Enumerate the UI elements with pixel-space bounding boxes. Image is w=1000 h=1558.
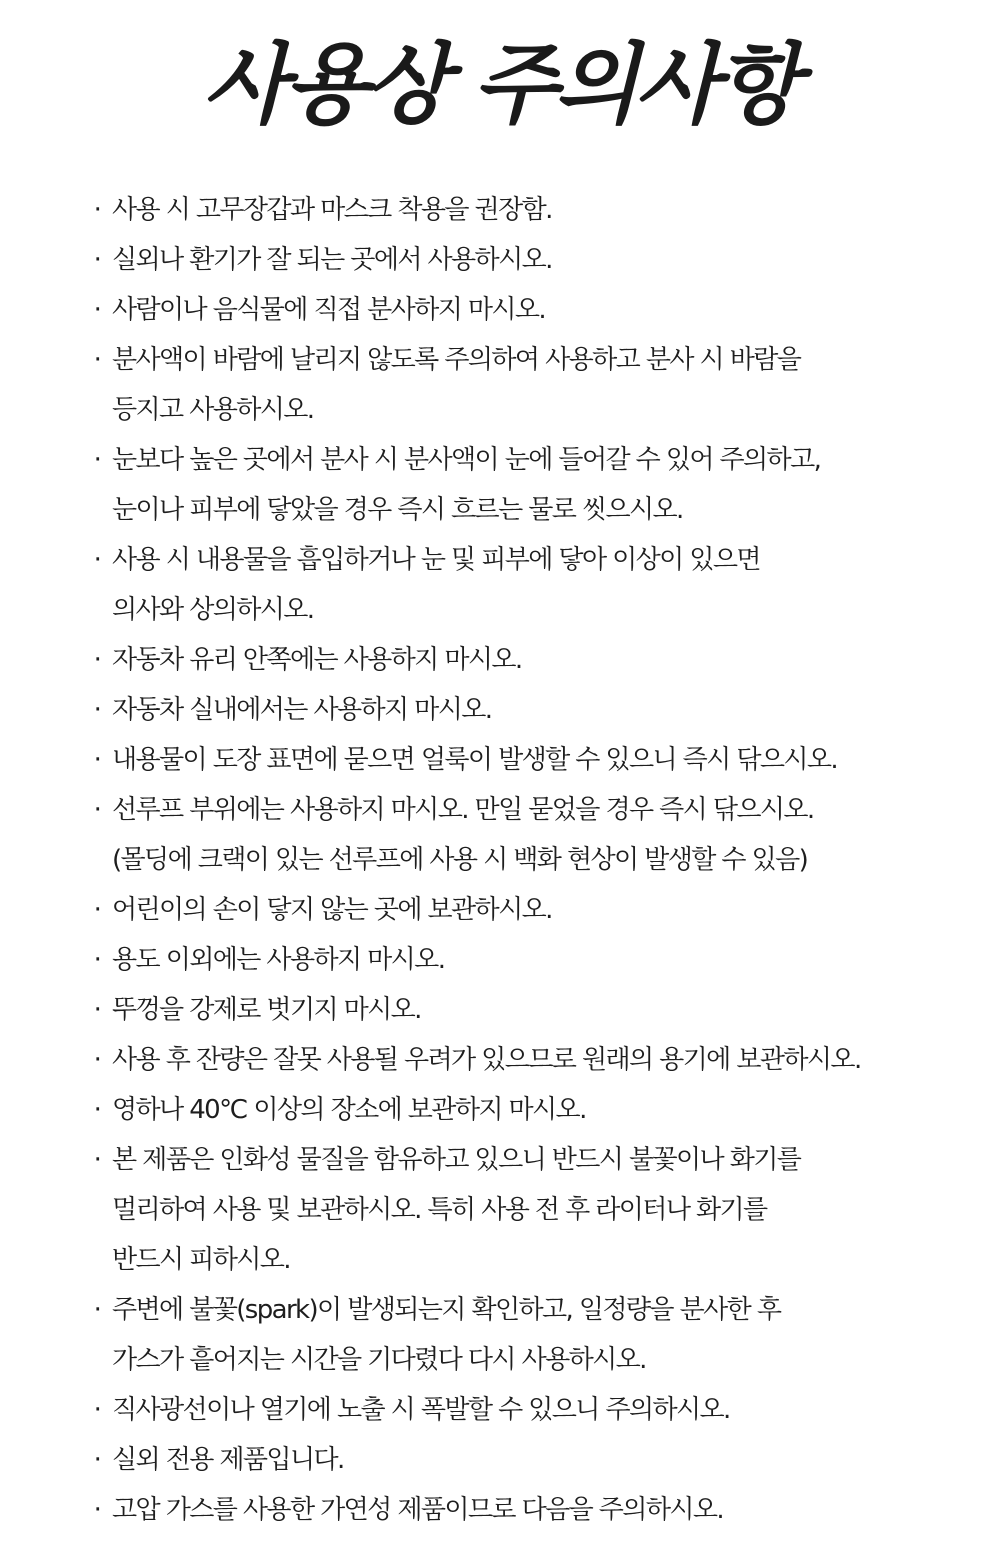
precaution-item (90, 285, 970, 335)
bullet-dot: · (93, 1295, 101, 1325)
bullet-dot: · (93, 295, 101, 325)
precaution-item (90, 1085, 970, 1135)
precaution-item (90, 435, 970, 535)
bullet-dot: · (93, 1495, 101, 1525)
bullet-dot: · (93, 945, 101, 975)
bullet-dot: · (93, 745, 101, 775)
precaution-text-line: 선루프 부위에는 사용하지 마시오. 만일 묻었을 경우 즉시 닦으시오. (112, 795, 814, 825)
precaution-text-line: 주변에 불꽃(spark)이 발생되는지 확인하고, 일정량을 분사한 후 (112, 1295, 781, 1325)
precaution-text-line: 사용 시 내용물을 흡입하거나 눈 및 피부에 닿아 이상이 있으면 (112, 545, 760, 575)
precaution-item (90, 1485, 970, 1535)
precaution-text-line: 자동차 유리 안쪽에는 사용하지 마시오. (112, 645, 522, 675)
bullet-dot: · (93, 645, 101, 675)
precaution-text-line: 고압 가스를 사용한 가연성 제품이므로 다음을 주의하시오. (112, 1495, 724, 1525)
precaution-text-line: 가스가 흩어지는 시간을 기다렸다 다시 사용하시오. (112, 1345, 646, 1375)
precaution-text-line: 멀리하여 사용 및 보관하시오. 특히 사용 전 후 라이터나 화기를 (112, 1195, 767, 1225)
precaution-item (90, 335, 970, 435)
precaution-item (90, 985, 970, 1035)
precaution-text-line: 분사액이 바람에 날리지 않도록 주의하여 사용하고 분사 시 바람을 (112, 345, 801, 375)
precaution-item (90, 1285, 970, 1385)
page-title: 사용상 주의사항 (203, 33, 797, 136)
precaution-text-line: 영하나 40℃ 이상의 장소에 보관하지 마시오. (112, 1095, 586, 1125)
precaution-text-line: 용도 이외에는 사용하지 마시오. (112, 945, 445, 975)
bullet-dot: · (93, 545, 101, 575)
precaution-item (90, 235, 970, 285)
precaution-text-line: 어린이의 손이 닿지 않는 곳에 보관하시오. (112, 895, 552, 925)
bullet-dot: · (93, 195, 101, 225)
precaution-item (90, 735, 970, 785)
precaution-item (90, 635, 970, 685)
precaution-item (90, 935, 970, 985)
precaution-text-line: 내용물이 도장 표면에 묻으면 얼룩이 발생할 수 있으니 즉시 닦으시오. (112, 745, 838, 775)
precaution-text-line: 사용 후 잔량은 잘못 사용될 우려가 있으므로 원래의 용기에 보관하시오. (112, 1045, 861, 1075)
precautions-list (90, 185, 970, 1535)
precaution-text-line: 눈보다 높은 곳에서 분사 시 분사액이 눈에 들어갈 수 있어 주의하고, (112, 445, 821, 475)
bullet-dot: · (93, 1445, 101, 1475)
bullet-dot: · (93, 795, 101, 825)
precaution-text-line: 실외나 환기가 잘 되는 곳에서 사용하시오. (112, 245, 552, 275)
precaution-item (90, 885, 970, 935)
bullet-dot: · (93, 445, 101, 475)
precaution-text-line: 등지고 사용하시오. (112, 395, 314, 425)
bullet-dot: · (93, 1095, 101, 1125)
precaution-text-line: 사용 시 고무장갑과 마스크 착용을 권장함. (112, 195, 552, 225)
precaution-text-line: 눈이나 피부에 닿았을 경우 즉시 흐르는 물로 씻으시오. (112, 495, 683, 525)
precaution-text-line: 사람이나 음식물에 직접 분사하지 마시오. (112, 295, 546, 325)
bullet-dot: · (93, 1395, 101, 1425)
precaution-item (90, 185, 970, 235)
precaution-item (90, 685, 970, 735)
bullet-dot: · (93, 895, 101, 925)
precaution-item (90, 1135, 970, 1285)
bullet-dot: · (93, 1045, 101, 1075)
precaution-item (90, 1035, 970, 1085)
bullet-dot: · (93, 245, 101, 275)
precaution-text-line: 자동차 실내에서는 사용하지 마시오. (112, 695, 492, 725)
precaution-text-line: 실외 전용 제품입니다. (112, 1445, 344, 1475)
bullet-dot: · (93, 695, 101, 725)
precaution-text-line: 뚜껑을 강제로 벗기지 마시오. (112, 995, 421, 1025)
precaution-item (90, 785, 970, 885)
precaution-text-line: 의사와 상의하시오. (112, 595, 314, 625)
precaution-text-line: 본 제품은 인화성 물질을 함유하고 있으니 반드시 불꽃이나 화기를 (112, 1145, 801, 1175)
precaution-text-line: 직사광선이나 열기에 노출 시 폭발할 수 있으니 주의하시오. (112, 1395, 730, 1425)
precaution-item (90, 1435, 970, 1485)
precaution-item (90, 535, 970, 635)
bullet-dot: · (93, 1145, 101, 1175)
bullet-dot: · (93, 995, 101, 1025)
precaution-item (90, 1385, 970, 1435)
bullet-dot: · (93, 345, 101, 375)
precaution-text-line: (몰딩에 크랙이 있는 선루프에 사용 시 백화 현상이 발생할 수 있음) (112, 845, 808, 875)
precaution-text-line: 반드시 피하시오. (112, 1245, 290, 1275)
